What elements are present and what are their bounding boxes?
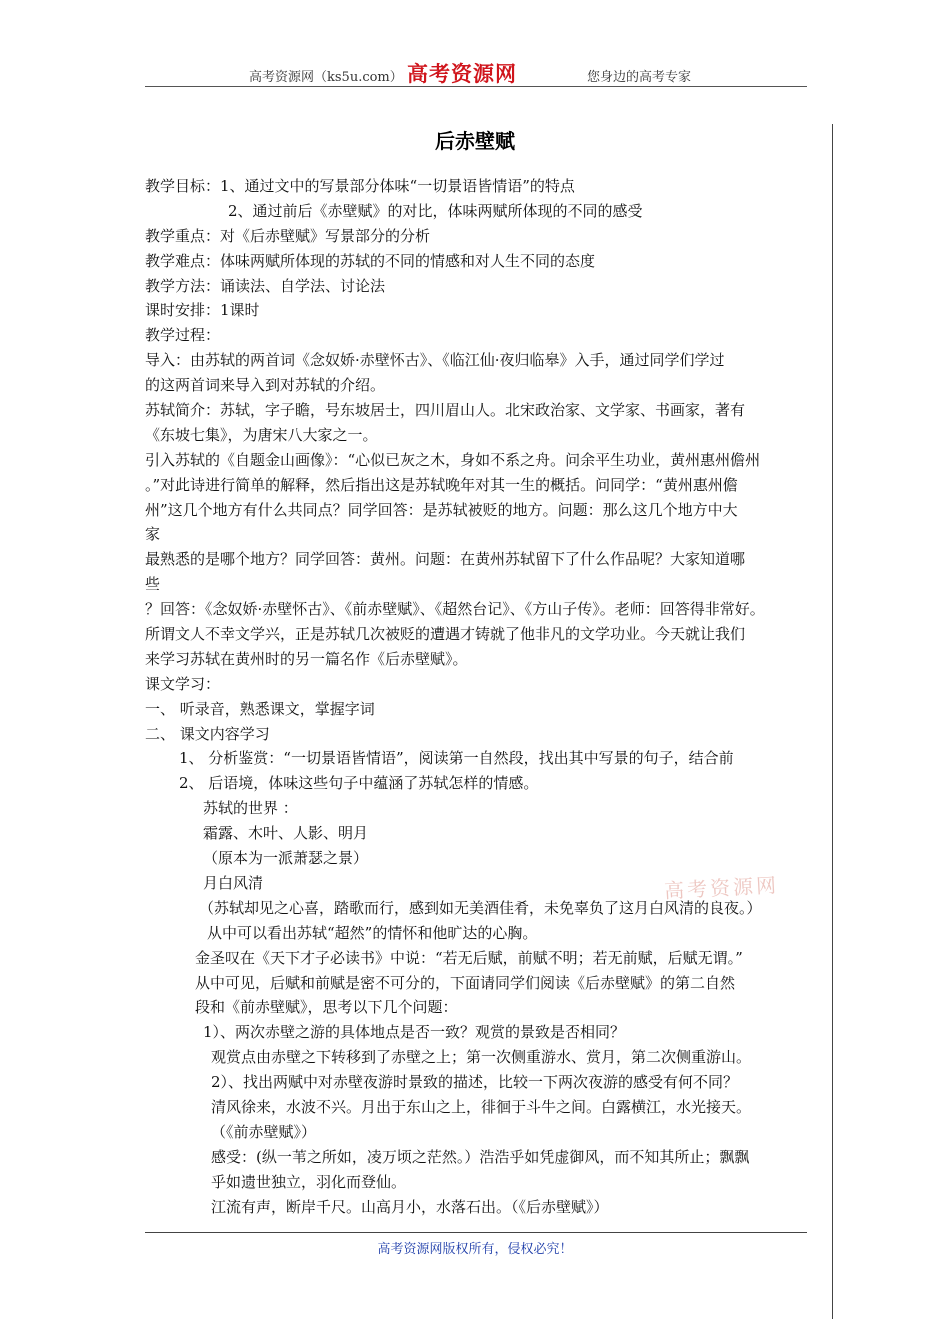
page-header <box>145 58 807 87</box>
page-footer: 高考资源网版权所有，侵权必究！ <box>377 1242 573 1257</box>
body-line: 来学习苏轼在黄州时的另一篇名作《后赤壁赋》。 <box>145 649 468 668</box>
body-line: 2、通过前后《赤壁赋》的对比，体味两赋所体现的不同的感受 <box>228 201 643 220</box>
body-line: 2、 后语境，体味这些句子中蕴涵了苏轼怎样的情感。 <box>179 774 539 793</box>
body-line: 从中可以看出苏轼“超然”的情怀和他旷达的心胸。 <box>207 923 538 942</box>
body-line: 一、 听录音，熟悉课文，掌握字词 <box>145 699 375 718</box>
body-line: 所谓文人不幸文学兴，正是苏轼几次被贬的遭遇才铸就了他非凡的文学功业。今天就让我们 <box>145 625 746 644</box>
body-line: 霜露、木叶、人影、明月 <box>203 824 369 843</box>
body-line: 苏轼简介：苏轼，字子瞻，号东坡居士，四川眉山人。北宋政治家、文学家、书画家，著有 <box>145 401 746 420</box>
body-line: 家 <box>145 525 161 544</box>
body-line: 从中可见，后赋和前赋是密不可分的，下面请同学们阅读《后赤壁赋》的第二自然 <box>195 973 736 992</box>
body-line: 教学重点：对《后赤壁赋》写景部分的分析 <box>145 226 431 245</box>
body-line: 州”这几个地方有什么共同点？同学回答：是苏轼被贬的地方。问题：那么这几个地方中大 <box>145 500 738 519</box>
body-line: ？回答：《念奴娇·赤壁怀古》、《前赤壁赋》、《超然台记》、《方山子传》。老师：回答得非常好。 <box>145 600 765 619</box>
body-line: 乎如遗世独立，羽化而登仙。 <box>211 1172 407 1191</box>
body-line: （《前赤壁赋》） <box>211 1122 317 1141</box>
body-line: 教学目标：1、通过文中的写景部分体味“一切景语皆情语”的特点 <box>145 177 575 195</box>
body-line: 教学难点：体味两赋所体现的苏轼的不同的情感和对人生不同的态度 <box>145 251 596 270</box>
footer-rule <box>145 1232 807 1233</box>
body-line: 的这两首词来导入到对苏轼的介绍。 <box>145 376 386 395</box>
body-line: 导入：由苏轼的两首词《念奴娇·赤壁怀古》、《临江仙·夜归临皋》入手，通过同学们学过 <box>145 351 725 370</box>
body-line: （苏轼却见之心喜，踏歌而行，感到如无美酒佳肴，未免辜负了这月白风清的良夜。） <box>199 898 762 917</box>
body-line: 清风徐来，水波不兴。月出于东山之上，徘徊于斗牛之间。白露横江，水光接天。 <box>211 1097 752 1116</box>
body-line: 最熟悉的是哪个地方？同学回答：黄州。问题：在黄州苏轼留下了什么作品呢？大家知道哪 <box>145 550 746 569</box>
body-line: 《东坡七集》，为唐宋八大家之一。 <box>145 425 378 444</box>
body-line: 教学方法：诵读法、自学法、讨论法 <box>145 276 386 295</box>
body-line: 感受：(纵一苇之所如，凌万顷之茫然。）浩浩乎如凭虚御风，而不知其所止；飘飘 <box>211 1147 750 1166</box>
body-line: 课时安排：1课时 <box>145 301 260 320</box>
body-line: 。”对此诗进行简单的解释，然后指出这是苏轼晚年对其一生的概括。问同学：“黄州惠州儋 <box>145 475 738 494</box>
body-line: 二、 课文内容学习 <box>145 724 270 743</box>
right-margin-rule <box>832 124 833 1319</box>
document-body <box>145 174 815 1219</box>
body-line: 教学过程： <box>145 326 221 345</box>
body-line: 段和《前赤壁赋》，思考以下几个问题： <box>195 998 458 1017</box>
body-line: 些 <box>145 575 161 594</box>
body-line: 江流有声，断岸千尺。山高月小，水落石出。（《后赤壁赋》） <box>211 1197 609 1216</box>
header-slogan: 您身边的高考专家 <box>587 70 692 85</box>
header-site-name: 高考资源网（ks5u.com） <box>249 70 403 85</box>
watermark-stamp: 高考资源网 <box>663 873 780 903</box>
document-title: 后赤壁赋 <box>435 129 515 153</box>
body-line: 1、 分析鉴赏：“一切景语皆情语”，阅读第一自然段，找出其中写景的句子，结合前 <box>179 749 734 768</box>
body-line: 金圣叹在《天下才子必读书》中说：“若无后赋，前赋不明；若无前赋，后赋无谓。” <box>195 948 743 967</box>
body-line: 观赏点由赤壁之下转移到了赤壁之上；第一次侧重游水、赏月，第二次侧重游山。 <box>211 1048 752 1067</box>
body-line: 月白风清 <box>203 873 264 892</box>
body-line: 1）、两次赤壁之游的具体地点是否一致？观赏的景致是否相同？ <box>203 1023 626 1042</box>
header-logo: 高考资源网 <box>407 61 517 86</box>
body-line: 苏轼的世界 ： <box>203 799 298 818</box>
body-line: 2）、找出两赋中对赤壁夜游时景致的描述，比较一下两次夜游的感受有何不同？ <box>211 1073 739 1092</box>
body-line: （原本为一派萧瑟之景） <box>203 849 369 868</box>
body-line: 课文学习： <box>145 674 221 693</box>
body-line: 引入苏轼的《自题金山画像》：“心似已灰之木，身如不系之舟。问余平生功业，黄州惠州儋州 <box>145 450 761 469</box>
